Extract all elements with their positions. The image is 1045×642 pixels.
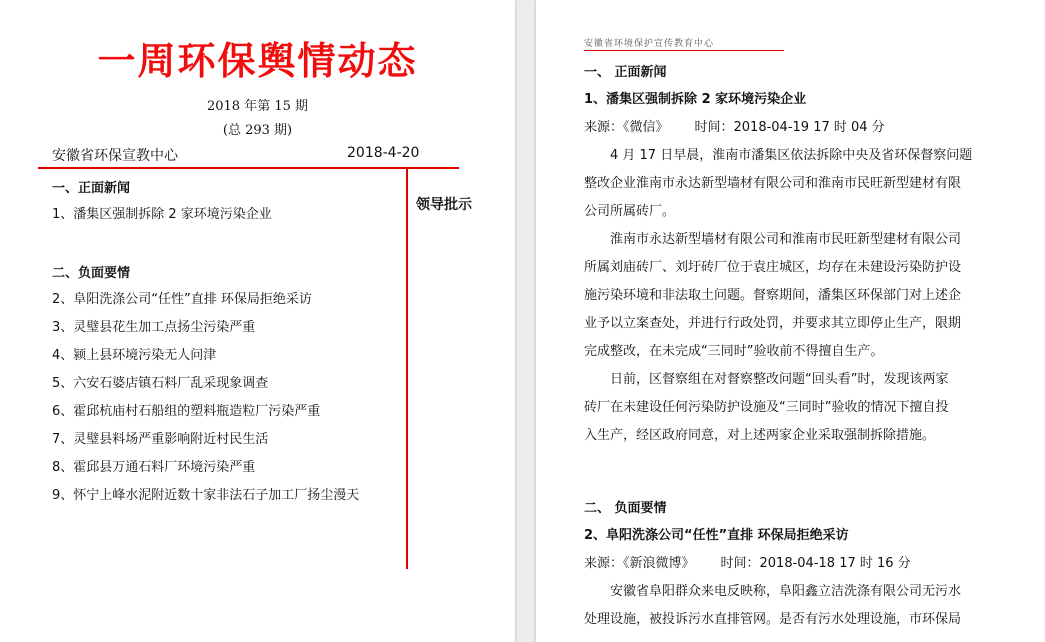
article-paragraph-line: 4 月 17 日早晨，淮南市潘集区依法拆除中央及省环保督察问题 [610, 148, 973, 163]
article-time: 时间：2018-04-18 17 时 16 分 [720, 556, 911, 571]
article-source: 来源：《新浪微博》 [584, 556, 695, 571]
publish-date: 2018-4-20 [347, 145, 420, 161]
red-divider-vertical [406, 169, 408, 569]
article-paragraph-line: 施污染环境和非法取土问题。督察期间，潘集区环保部门对上述企 [584, 288, 962, 303]
article-source-line [584, 116, 885, 135]
toc-item[interactable]: 7、灵璧县料场严重影响附近村民生活 [52, 432, 269, 447]
toc-item[interactable]: 1、潘集区强制拆除 2 家环境污染企业 [52, 207, 272, 222]
running-header: 安徽省环境保护宣传教育中心 [584, 39, 715, 49]
publisher-org: 安徽省环保宣教中心 [52, 148, 178, 164]
article-paragraph-line: 完成整改，在未完成“三同时”验收前不得擅自生产。 [584, 344, 884, 359]
toc-item[interactable]: 4、颍上县环境污染无人问津 [52, 348, 217, 363]
section-heading-negative: 二、 负面要情 [584, 501, 667, 516]
article-source-line [584, 552, 911, 571]
masthead-title: 一周环保舆情动态 [97, 39, 418, 83]
toc-section-negative: 二、负面要情 [52, 266, 131, 281]
article-paragraph-line: 所属刘庙砖厂、刘圩砖厂位于袁庄城区，均存在未建设污染防护设 [584, 260, 962, 275]
article-title: 2、阜阳洗涤公司“任性”直排 环保局拒绝采访 [584, 528, 849, 543]
article-time: 时间：2018-04-19 17 时 04 分 [694, 120, 885, 135]
article-paragraph-line: 处理设施，被投诉污水直排管网。是否有污水处理设施，市环保局 [584, 612, 962, 627]
article-paragraph-line: 整改企业淮南市永达新型墙材有限公司和淮南市民旺新型建材有限 [584, 176, 962, 191]
article-paragraph-line: 安徽省阜阳群众来电反映称，阜阳鑫立洁洗涤有限公司无污水 [610, 584, 962, 599]
total-issue-number: (总 293 期) [222, 123, 293, 138]
toc-item[interactable]: 5、六安石婆店镇石料厂乱采现象调查 [52, 376, 269, 391]
bulletin-cover-page [0, 0, 515, 642]
bulletin-content-page [536, 0, 1045, 642]
article-paragraph-line: 砖厂在未建设任何污染防护设施及“三同时”验收的情况下擅自投 [584, 400, 949, 415]
article-paragraph-line: 日前，区督察组在对督察整改问题“回头看”时，发现该两家 [610, 372, 949, 387]
article-paragraph-line: 业予以立案查处，并进行行政处罚，并要求其立即停止生产，限期 [584, 316, 962, 331]
article-paragraph-line: 淮南市永达新型墙材有限公司和淮南市民旺新型建材有限公司 [610, 232, 962, 247]
article-title: 1、潘集区强制拆除 2 家环境污染企业 [584, 92, 807, 107]
toc-item[interactable]: 6、霍邱杭庙村石船组的塑料瓶造粒厂污染严重 [52, 404, 321, 419]
red-divider-horizontal [38, 167, 459, 169]
toc-item[interactable]: 8、霍邱县万通石料厂环境污染严重 [52, 460, 256, 475]
toc-item[interactable]: 9、怀宁上峰水泥附近数十家非法石子加工厂扬尘漫天 [52, 488, 360, 503]
article-paragraph-line: 入生产，经区政府同意，对上述两家企业采取强制拆除措施。 [584, 428, 936, 443]
article-paragraph-line: 公司所属砖厂。 [584, 204, 676, 219]
issue-number: 2018 年第 15 期 [206, 99, 309, 114]
section-heading-positive: 一、 正面新闻 [584, 65, 667, 80]
toc-item[interactable]: 2、阜阳洗涤公司“任性”直排 环保局拒绝采访 [52, 292, 312, 307]
leader-comment-label: 领导批示 [416, 197, 472, 213]
article-source: 来源：《微信》 [584, 120, 669, 135]
header-rule [584, 50, 784, 51]
toc-section-positive: 一、正面新闻 [52, 181, 131, 196]
toc-item[interactable]: 3、灵璧县花生加工点扬尘污染严重 [52, 320, 256, 335]
